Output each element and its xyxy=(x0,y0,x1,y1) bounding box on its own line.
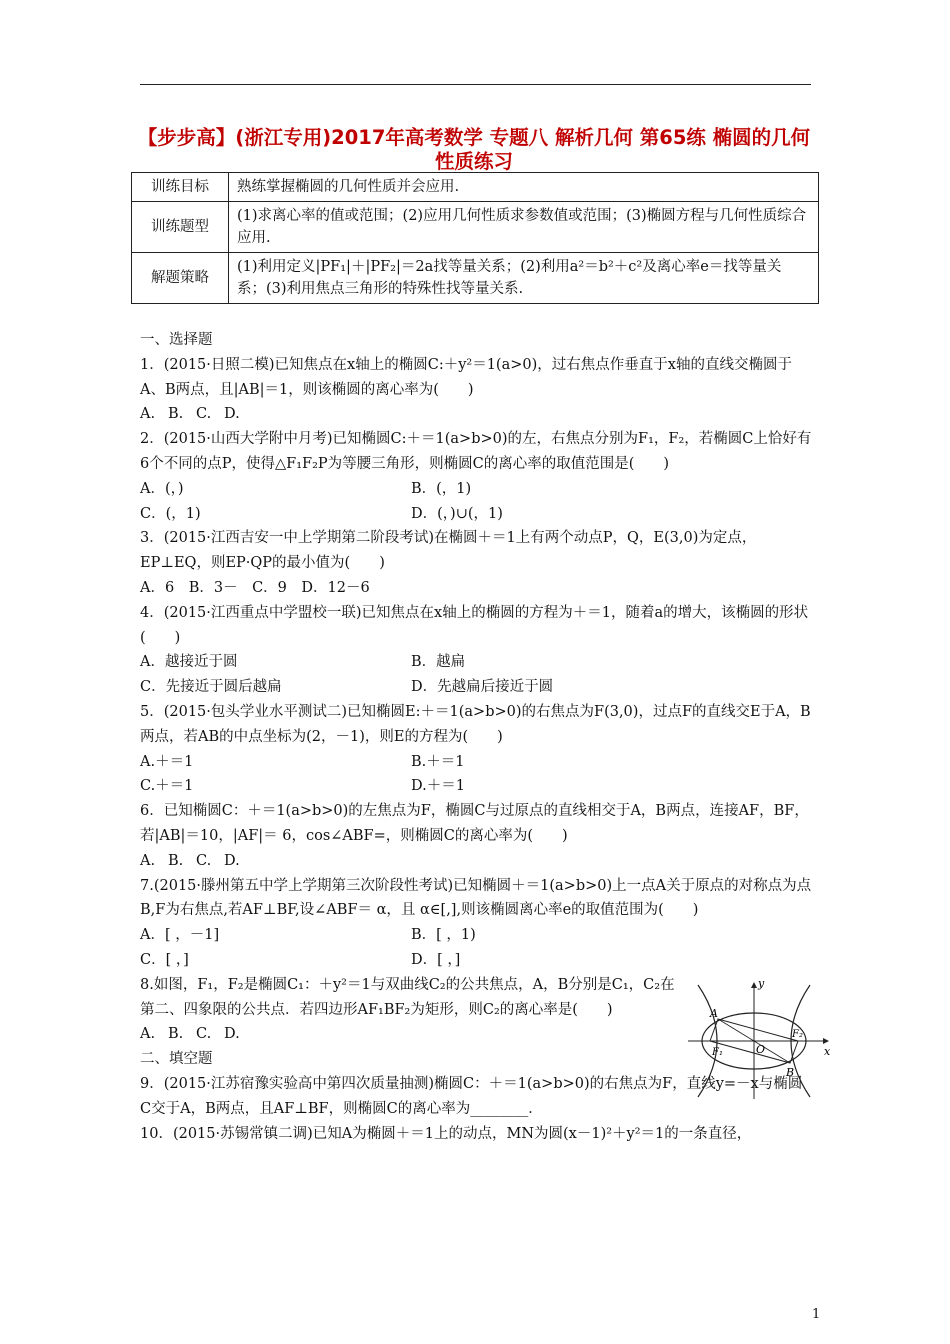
label-x: x xyxy=(824,1044,831,1058)
table-header-cell: 解题策略 xyxy=(132,253,229,304)
question-5-options-row2 xyxy=(140,774,812,799)
question-10: 10．(2015·苏锡常镇二调)已知A为椭圆＋＝1上的动点，MN为圆(x－1)²＋y²＝1的一条直径， xyxy=(140,1125,752,1142)
question-4: 4．(2015·江西重点中学盟校一联)已知焦点在x轴上的椭圆的方程为＋＝1，随着a的增大，该椭圆的形状( ) xyxy=(140,604,809,646)
table-cell: 熟练掌握椭圆的几何性质并会应用. xyxy=(229,173,819,202)
table-header-cell: 训练题型 xyxy=(132,202,229,253)
question-2-options-row1 xyxy=(140,477,812,502)
goal-table xyxy=(131,172,819,304)
section-heading: 一、选择题 xyxy=(140,332,213,348)
header-rule xyxy=(140,84,811,85)
table-header-cell: 训练目标 xyxy=(132,173,229,202)
option: A．(，) xyxy=(140,480,184,497)
option: B. xyxy=(168,406,184,423)
option: C. xyxy=(196,406,212,423)
option: C. xyxy=(196,1026,212,1043)
option: A．越接近于圆 xyxy=(140,654,238,671)
option: D. xyxy=(224,1026,240,1043)
option: C．[ ，] xyxy=(140,951,189,968)
option: B.＋＝1 xyxy=(411,753,465,770)
option: A．[ ，－1] xyxy=(140,927,220,944)
label-y: y xyxy=(758,976,765,990)
page-number: 1 xyxy=(812,1307,821,1322)
question-2: 2．(2015·山西大学附中月考)已知椭圆C:＋＝1(a>b>0)的左，右焦点分别为F₁，F₂，若椭圆C上恰好有6个不同的点P，使得△F₁F₂P为等腰三角形，则椭圆C的离心率的取值范围是( ) xyxy=(140,431,812,472)
question-5: 5．(2015·包头学业水平测试二)已知椭圆E:＋＝1(a>b>0)的右焦点为F(3,0)，过点F的直线交E于A，B两点，若AB的中点坐标为(2，－1)，则E的方程为( ) xyxy=(140,703,811,745)
question-6-options xyxy=(140,849,812,874)
option: C．(，1) xyxy=(140,505,201,522)
label-f2: F₂ xyxy=(792,1028,803,1040)
option: C．先接近于圆后越扁 xyxy=(140,679,282,696)
page-title: 【步步高】(浙江专用)2017年高考数学 专题八 解析几何 第65练 椭圆的几何性质练习 xyxy=(137,126,811,173)
question-5-options-row1 xyxy=(140,750,812,775)
section-heading: 二、填空题 xyxy=(140,1051,213,1068)
table-row xyxy=(132,253,819,304)
label-f1: F₁ xyxy=(712,1046,723,1058)
question-list xyxy=(140,328,831,1146)
option: D. xyxy=(224,406,240,423)
option: A. xyxy=(140,852,156,869)
table-row xyxy=(132,202,819,253)
option: B．[ ，1) xyxy=(411,927,476,944)
option: C. xyxy=(196,852,212,869)
option: B．(，1) xyxy=(411,480,472,497)
question-7: 7.(2015·滕州第五中学上学期第三次阶段性考试)已知椭圆＋＝1(a>b>0)上一点A关于原点的对称点为点B,F为右焦点,若AF⊥BF,设∠ABF＝ α，且 α∈[,],则该椭圆离心率e的取值范围为( ) xyxy=(140,877,812,919)
option: D．[ ，] xyxy=(411,951,461,968)
option: C.＋＝1 xyxy=(140,778,194,795)
question-7-options-row1 xyxy=(140,923,812,948)
question-3-options: A．6 B．3－ C．9 D．12－6 xyxy=(140,579,370,596)
ellipse-hyperbola-figure xyxy=(684,973,834,1103)
option: A.＋＝1 xyxy=(140,753,194,770)
question-2-options-row2 xyxy=(140,502,812,527)
question-6: 6．已知椭圆C：＋＝1(a>b>0)的左焦点为F，椭圆C与过原点的直线相交于A，B两点，连接AF，BF，若|AB|＝10，|AF|＝ 6，cos∠ABF=，则椭圆C的离心率为( ) xyxy=(140,803,809,844)
question-4-options-row2 xyxy=(140,675,812,700)
label-a: A xyxy=(710,1006,718,1020)
option: A. xyxy=(140,1026,156,1043)
question-7-options-row2 xyxy=(140,948,812,973)
label-b: B xyxy=(786,1065,795,1079)
question-9: 9．(2015·江苏宿豫实验高中第四次质量抽测)椭圆C：＋＝1(a>b>0)的右焦点为F，直线y=－x与椭圆C交于A，B两点，且AF⊥BF，则椭圆C的离心率为________． xyxy=(140,1075,803,1117)
question-3: 3．(2015·江西吉安一中上学期第二阶段考试)在椭圆＋＝1上有两个动点P，Q，E(3,0)为定点，EP⊥EQ，则EP·QP的最小值为( ) xyxy=(140,530,757,572)
table-row xyxy=(132,173,819,202)
question-1-options xyxy=(140,402,812,427)
table-cell: (1)利用定义|PF₁|＋|PF₂|＝2a找等量关系；(2)利用a²＝b²＋c²及离心率e＝找等量关系；(3)利用焦点三角形的特殊性找等量关系. xyxy=(229,253,819,304)
question-4-options-row1 xyxy=(140,650,812,675)
option: D.＋＝1 xyxy=(411,778,465,795)
option: B. xyxy=(168,852,184,869)
option: B．越扁 xyxy=(411,654,466,671)
option: D．先越扁后接近于圆 xyxy=(411,679,554,696)
option: B. xyxy=(168,1026,184,1043)
question-8: 8.如图，F₁，F₂是椭圆C₁：＋y²＝1与双曲线C₂的公共焦点，A，B分别是C₁，C₂在第二、四象限的公共点．若四边形AF₁BF₂为矩形，则C₂的离心率是( ) xyxy=(140,976,675,1018)
label-o: O xyxy=(756,1042,766,1056)
question-1: 1．(2015·日照二模)已知焦点在x轴上的椭圆C:＋y²＝1(a>0)，过右焦点作垂直于x轴的直线交椭圆于A、B两点，且|AB|＝1，则该椭圆的离心率为( ) xyxy=(140,356,792,398)
option: A. xyxy=(140,406,156,423)
table-cell: (1)求离心率的值或范围；(2)应用几何性质求参数值或范围；(3)椭圆方程与几何性质综合应用. xyxy=(229,202,819,253)
option: D. xyxy=(224,852,240,869)
option: D．(，)∪(，1) xyxy=(411,505,503,522)
